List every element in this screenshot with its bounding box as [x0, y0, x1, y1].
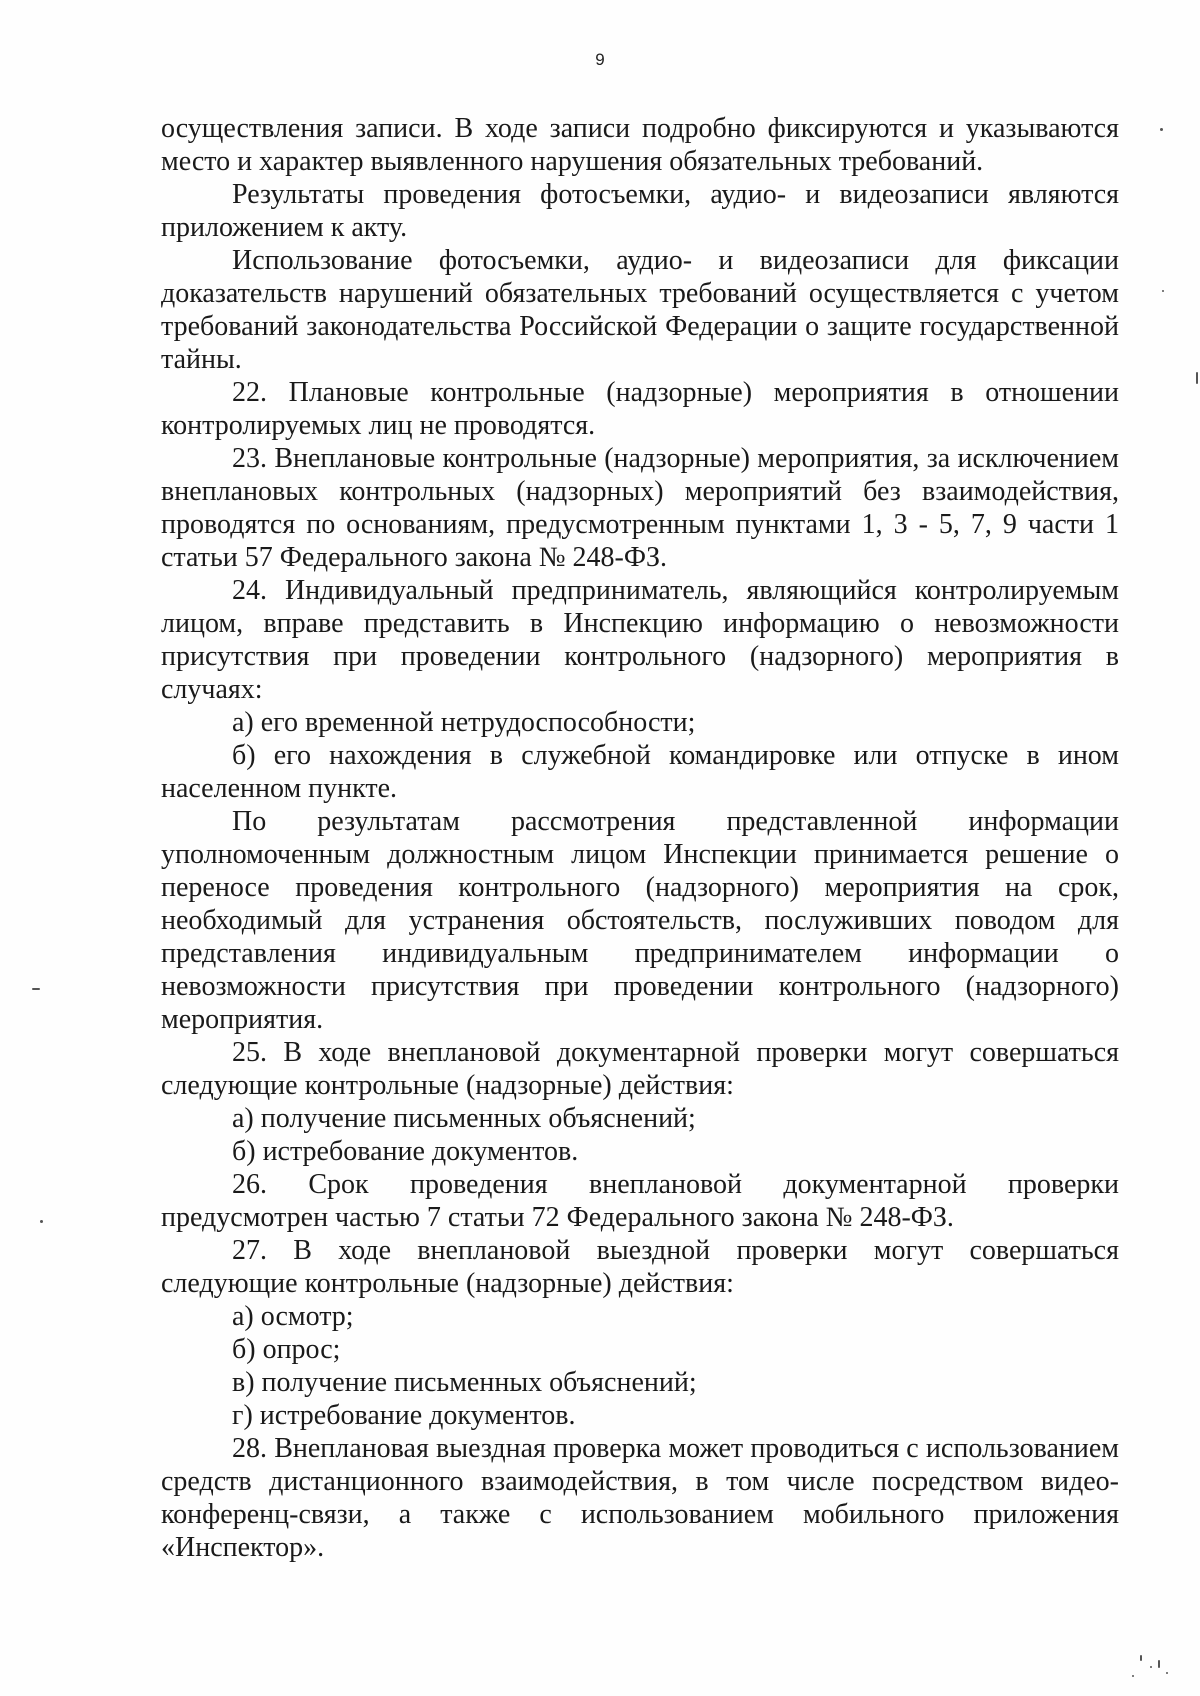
- paragraph-27: 27. В ходе внеплановой выездной проверки могут совершаться следующие контрольные (надзорные) действия:: [161, 1235, 1119, 1299]
- scan-speck: [1132, 1675, 1134, 1677]
- scan-speck: [32, 988, 40, 990]
- scan-speck: [1196, 372, 1198, 384]
- page-number: 9: [595, 50, 605, 69]
- paragraph-27-b: б) опрос;: [232, 1334, 341, 1365]
- paragraph-23: 23. Внеплановые контрольные (надзорные) мероприятия, за исключением внеплановых контрольных (надзорных) мероприятий без взаимодействия, проводятся по основаниям, предусмотренным пунктами 1, 3 - 5, 7, 9 части 1 статьи 57 Федерального закона № 248-ФЗ.: [161, 443, 1119, 573]
- paragraph-27-c: в) получение письменных объяснений;: [232, 1367, 697, 1398]
- paragraph-26: 26. Срок проведения внеплановой документарной проверки предусмотрен частью 7 статьи 72 Федерального закона № 248-ФЗ.: [161, 1169, 1119, 1233]
- paragraph-24-b: б) его нахождения в служебной командировке или отпуске в ином населенном пункте.: [161, 740, 1119, 804]
- scan-speck: [1162, 290, 1164, 292]
- paragraph-24-decision: По результатам рассмотрения представленной информации уполномоченным должностным лицом Инспекции принимается решение о переносе проведения контрольного (надзорного) мероприятия на срок, необходимый для устранения обстоятельств, послуживших поводом для представления индивидуальным предпринимателем информации о невозможности присутствия при проведении контрольного (надзорного) мероприятия.: [161, 806, 1119, 1035]
- paragraph-25: 25. В ходе внеплановой документарной проверки могут совершаться следующие контрольные (надзорные) действия:: [161, 1037, 1119, 1101]
- document-body: [161, 112, 1119, 1564]
- paragraph-24-a: а) его временной нетрудоспособности;: [232, 707, 696, 738]
- paragraph-25-b: б) истребование документов.: [232, 1136, 579, 1167]
- paragraph-usage: Использование фотосъемки, аудио- и видеозаписи для фиксации доказательств нарушений обязательных требований осуществляется с учетом требований законодательства Российской Федерации о защите государственной тайны.: [161, 245, 1119, 375]
- paragraph-27-a: а) осмотр;: [232, 1301, 354, 1332]
- scan-speck: [1150, 1666, 1152, 1668]
- scan-speck: [1166, 1672, 1168, 1674]
- paragraph-24: 24. Индивидуальный предприниматель, являющийся контролируемым лицом, вправе представить в Инспекцию информацию о невозможности присутствия при проведении контрольного (надзорного) мероприятия в случаях:: [161, 575, 1119, 705]
- scan-speck: [1160, 128, 1163, 131]
- paragraph-22: 22. Плановые контрольные (надзорные) мероприятия в отношении контролируемых лиц не проводятся.: [161, 377, 1119, 441]
- paragraph-27-d: г) истребование документов.: [232, 1400, 576, 1431]
- paragraph-continuation: осуществления записи. В ходе записи подробно фиксируются и указываются место и характер выявленного нарушения обязательных требований.: [161, 113, 1119, 177]
- scan-speck: [40, 1220, 43, 1223]
- paragraph-25-a: а) получение письменных объяснений;: [232, 1103, 696, 1134]
- scan-speck: [1140, 1655, 1142, 1661]
- paragraph-28: 28. Внеплановая выездная проверка может проводиться с использованием средств дистанционного взаимодействия, в том числе посредством видео-конференц-связи, а также с использованием мобильного приложения «Инспектор».: [161, 1433, 1119, 1563]
- paragraph-results: Результаты проведения фотосъемки, аудио- и видеозаписи являются приложением к акту.: [161, 179, 1119, 243]
- scan-speck: [1158, 1660, 1160, 1668]
